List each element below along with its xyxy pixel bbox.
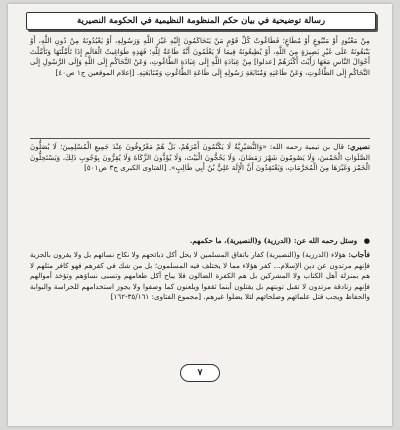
page-header xyxy=(26,12,376,30)
answer-paragraph xyxy=(30,250,370,303)
section-divider xyxy=(30,138,370,139)
page-number xyxy=(180,364,220,382)
document-page xyxy=(8,4,392,426)
paragraph-taghut xyxy=(30,36,370,78)
bullet-icon: ● xyxy=(363,236,370,245)
paragraph-nusayri-text: قال بن تيمية رحمه الله: «وَالنُّصَيْرِيَّةُ لَا يَكْتُمُونَ أَمْرَهُمْ، بَلْ هُمْ مَعْرُوفُونَ عِنْدَ جَمِيعِ الْمُسْلِمِينَ؛ لَا يُصَلُّونَ الصَّلَوَاتِ الْخَمْسَ، وَلَا يَصُومُونَ شَهْرَ رَمَضَانَ، وَلَا يَحُجُّونَ الْبَيْتَ، وَلَا يُؤَدُّونَ الزَّكَاةَ وَلَا يُقِرُّونَ بِوُجُوبِ ذَلِكَ، وَيَسْتَحِلُّونَ الْخَمْرَ وَغَيْرَهَا مِنَ الْمُحَرَّمَاتِ، وَيَعْتَقِدُونَ أَنَّ الْإِلَهَ عَلِيُّ بْنُ أَبِي طَالِبٍ». [الفتاوى الكبرى ج٣ ص٥٠١] xyxy=(30,142,370,173)
header-title: رسالة توضيحية في بيان حكم المنظومة النظيمية في الحكومة النصيرية xyxy=(76,16,326,26)
paragraph-taghut-text: مِنْ مَعْبُودٍ أَوْ مَتْبُوعٍ أَوْ مُطَاعٍ؛ فَطَاغُوتُ كُلِّ قَوْمٍ مَنْ يَتَحَاكَمُونَ إِلَيْهِ غَيْرَ اللَّهِ وَرَسُولِهِ، أَوْ يَعْبُدُونَهُ مِنْ دُونِ اللَّهِ، أَوْ يَتْبَعُونَهُ عَلَى غَيْرِ بَصِيرَةٍ مِنَ اللَّهِ، أَوْ يُطِيعُونَهُ فِيمَا لَا يَعْلَمُونَ أَنَّهُ طَاعَةٌ لِلَّهِ؛ فَهَذِهِ طَوَاغِيتُ الْعَالَمِ إِذَا تَأَمَّلْتَهَا وَتَأَمَّلْتَ أَحْوَالَ النَّاسِ مَعَهَا رَأَيْتَ أَكْثَرَهُمْ [عدلوا] مِنْ عِبَادَةِ اللَّهِ إِلَى عِبَادَةِ الطَّاغُوتِ، وَعَنْ التَّحَاكُمِ إِلَى اللَّهِ وَإِلَى الرَّسُولِ إِلَى التَّحَاكُمِ إِلَى الطَّاغُوتِ، وَعَنْ طَاعَتِهِ وَمُتَابَعَةِ رَسُولِهِ إِلَى طَاعَةِ الطَّاغُوتِ وَمُتَابَعَتِهِ. [إعلام الموقعين ج١ ص٤٠] xyxy=(30,36,370,77)
question-text: وسئل رحمه الله عن: (الدرزية) و(النصيرية)، ما حكمهم. xyxy=(189,236,358,245)
answer-label: فأجاب: xyxy=(348,250,370,259)
page-number-value: ٧ xyxy=(197,368,203,378)
nusayri-label: نصيري: xyxy=(347,142,370,151)
question-line xyxy=(30,236,370,247)
paragraph-nusayri xyxy=(30,142,370,174)
answer-text: هؤلاء (الدرزية) و(النصيرية) كفار باتفاق المسلمين لا يحل أكل ذبائحهم ولا نكاح نسائهم بل ولا يقرون بالجزية فإنهم مرتدون عن دين الإسلام... كفر هؤلاء مما لا يختلف فيه المسلمون؛ بل من شك في كفرهم فهو كافر مثلهم لا هم بمنزلة أهل الكتاب ولا المشركين بل هم الكفرة الضالون فلا يباح أكل طعامهم وتسبى نساؤهم وتؤخذ أموالهم فإنهم زنادقة مرتدون لا تقبل توبتهم بل يقتلون أينما ثقفوا ويلعنون كما وصفوا ولا يجوز استخدامهم للحراسة والبوابة والحفاظ ويجب قتل علمائهم وصلحائهم لئلا يضلوا غيرهم. [مجموع الفتاوى: ٣٥/١٦١-١٦٢] xyxy=(30,250,370,302)
